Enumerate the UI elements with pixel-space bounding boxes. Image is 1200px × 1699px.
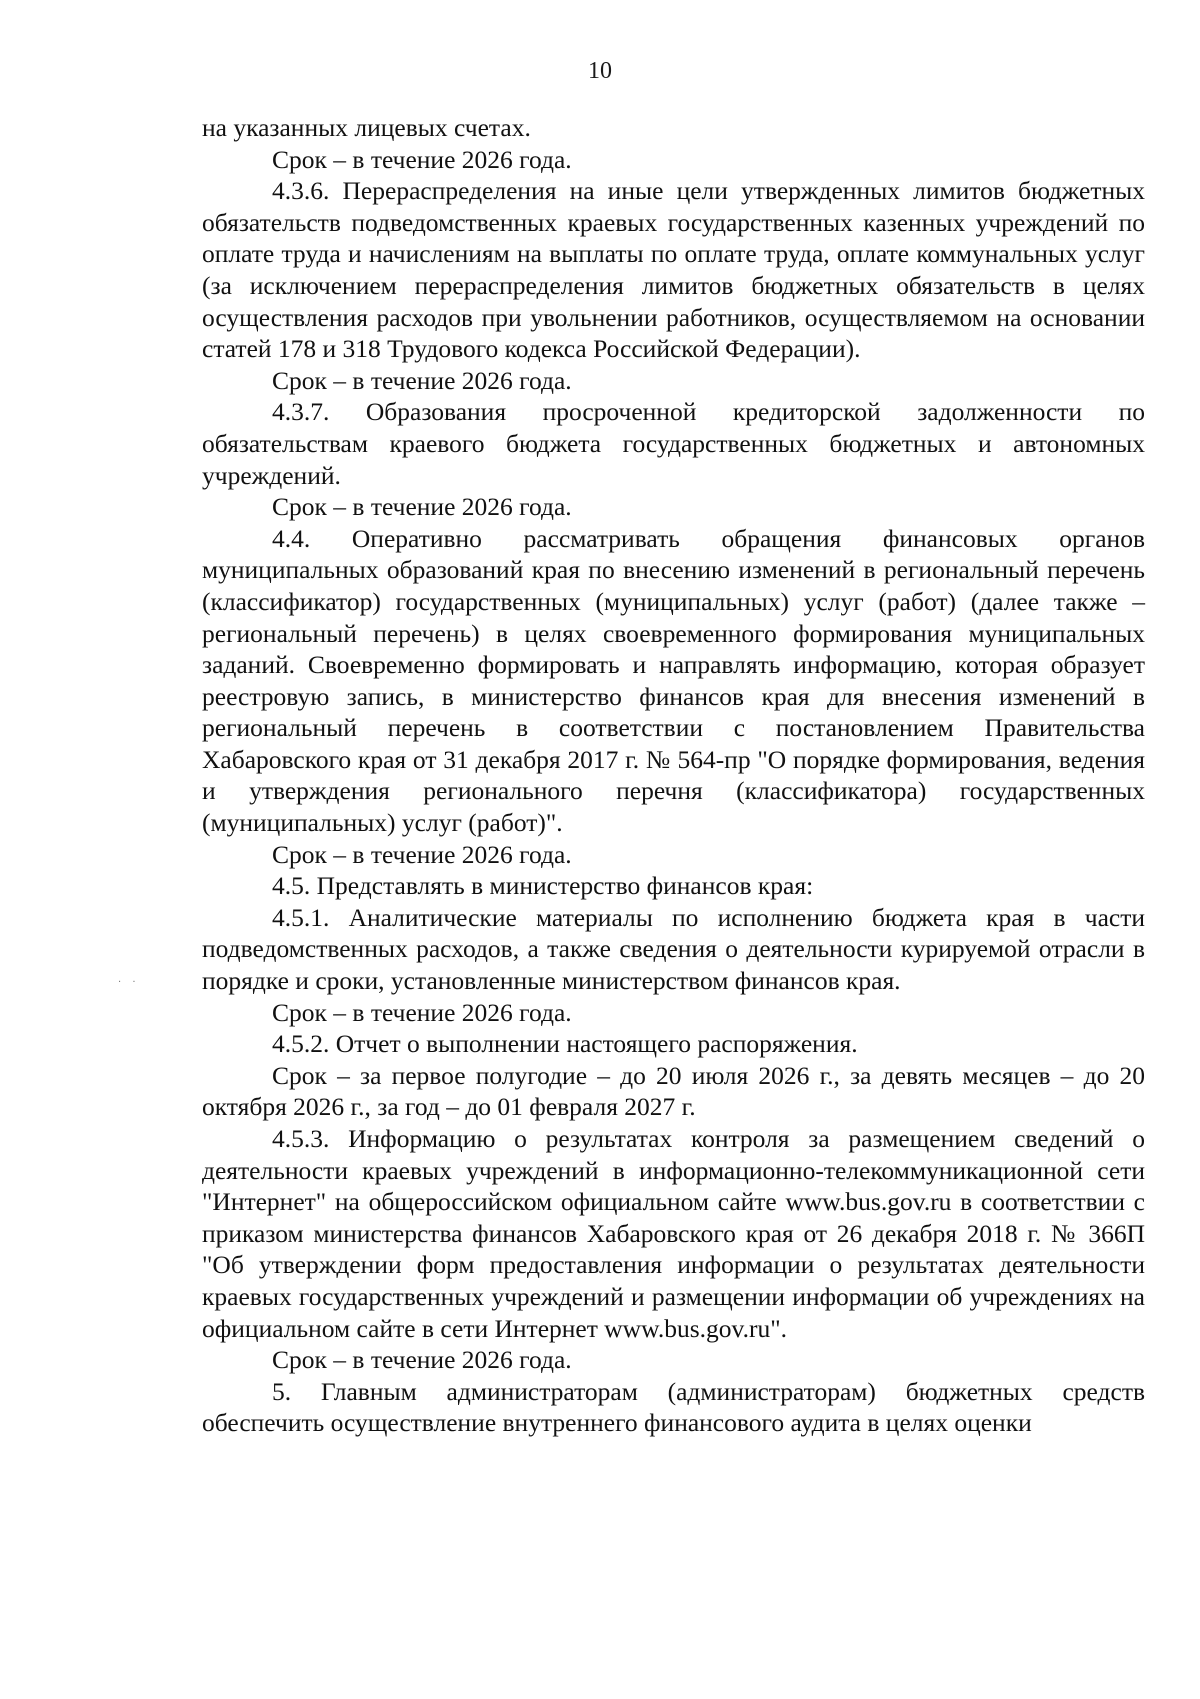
deadline-line: Срок – в течение 2026 года.: [272, 1345, 572, 1375]
page-number: 10: [588, 58, 612, 84]
deadline-line: Срок – в течение 2026 года.: [272, 144, 572, 174]
deadline-line: Срок – в течение 2026 года.: [272, 492, 572, 522]
deadline-line: Срок – в течение 2026 года.: [272, 997, 572, 1027]
paragraph-4-5-3: 4.5.3. Информацию о результатах контроля за размещением сведений о деятельности краевых учреждений в информационно-телекоммуникационной сети "Интернет" на общероссийском официальном сайте www.bus.gov.ru в соответствии с приказом министерства финансов Хабаровского края от 26 декабря 2018 г. № 366П "Об утверждении форм предоставления информации о результатах деятельности краевых государственных учреждений и размещении информации об учреждениях на официальном сайте в сети Интернет www.bus.gov.ru".: [202, 1124, 1145, 1343]
deadline-line: Срок – за первое полугодие – до 20 июля 2026 г., за девять месяцев – до 20 октября 2026 г., за год – до 01 февраля 2027 г.: [202, 1060, 1145, 1122]
document-body: [202, 112, 1145, 1439]
deadline-line: Срок – в течение 2026 года.: [272, 365, 572, 395]
scan-artifact: · ·: [118, 977, 140, 988]
paragraph-4-3-6: 4.3.6. Перераспределения на иные цели утвержденных лимитов бюджетных обязательств подведомственных краевых государственных казенных учреждений по оплате труда и начислениям на выплаты по оплате труда, оплате коммунальных услуг (за исключением перераспределения лимитов бюджетных обязательств в целях осуществления расходов при увольнении работников, осуществляемом на основании статей 178 и 318 Трудового кодекса Российской Федерации).: [202, 176, 1145, 364]
deadline-line: Срок – в течение 2026 года.: [272, 839, 572, 869]
paragraph-5: 5. Главным администраторам (администраторам) бюджетных средств обеспечить осуществление внутреннего финансового аудита в целях оценки: [202, 1376, 1145, 1438]
paragraph-4-3-7: 4.3.7. Образования просроченной кредиторской задолженности по обязательствам краевого бюджета государственных бюджетных и автономных учреждений.: [202, 397, 1145, 490]
paragraph: на указанных лицевых счетах.: [202, 113, 531, 142]
paragraph-4-5: 4.5. Представлять в министерство финансов края:: [272, 871, 814, 901]
paragraph-4-5-2: 4.5.2. Отчет о выполнении настоящего распоряжения.: [272, 1029, 858, 1059]
paragraph-4-4: 4.4. Оперативно рассматривать обращения финансовых органов муниципальных образований края по внесению изменений в региональный перечень (классификатор) государственных (муниципальных) услуг (работ) (далее также – региональный перечень) в целях своевременного формирования муниципальных заданий. Своевременно формировать и направлять информацию, которая образует реестровую запись, в министерство финансов края для внесения изменений в региональный перечень в соответствии с постановлением Правительства Хабаровского края от 31 декабря 2017 г. № 564-пр "О порядке формирования, ведения и утверждения регионального перечня (классификатора) государственных (муниципальных) услуг (работ)".: [202, 523, 1145, 838]
paragraph-4-5-1: 4.5.1. Аналитические материалы по исполнению бюджета края в части подведомственных расходов, а также сведения о деятельности курируемой отрасли в порядке и сроки, установленные министерством финансов края.: [202, 902, 1145, 996]
